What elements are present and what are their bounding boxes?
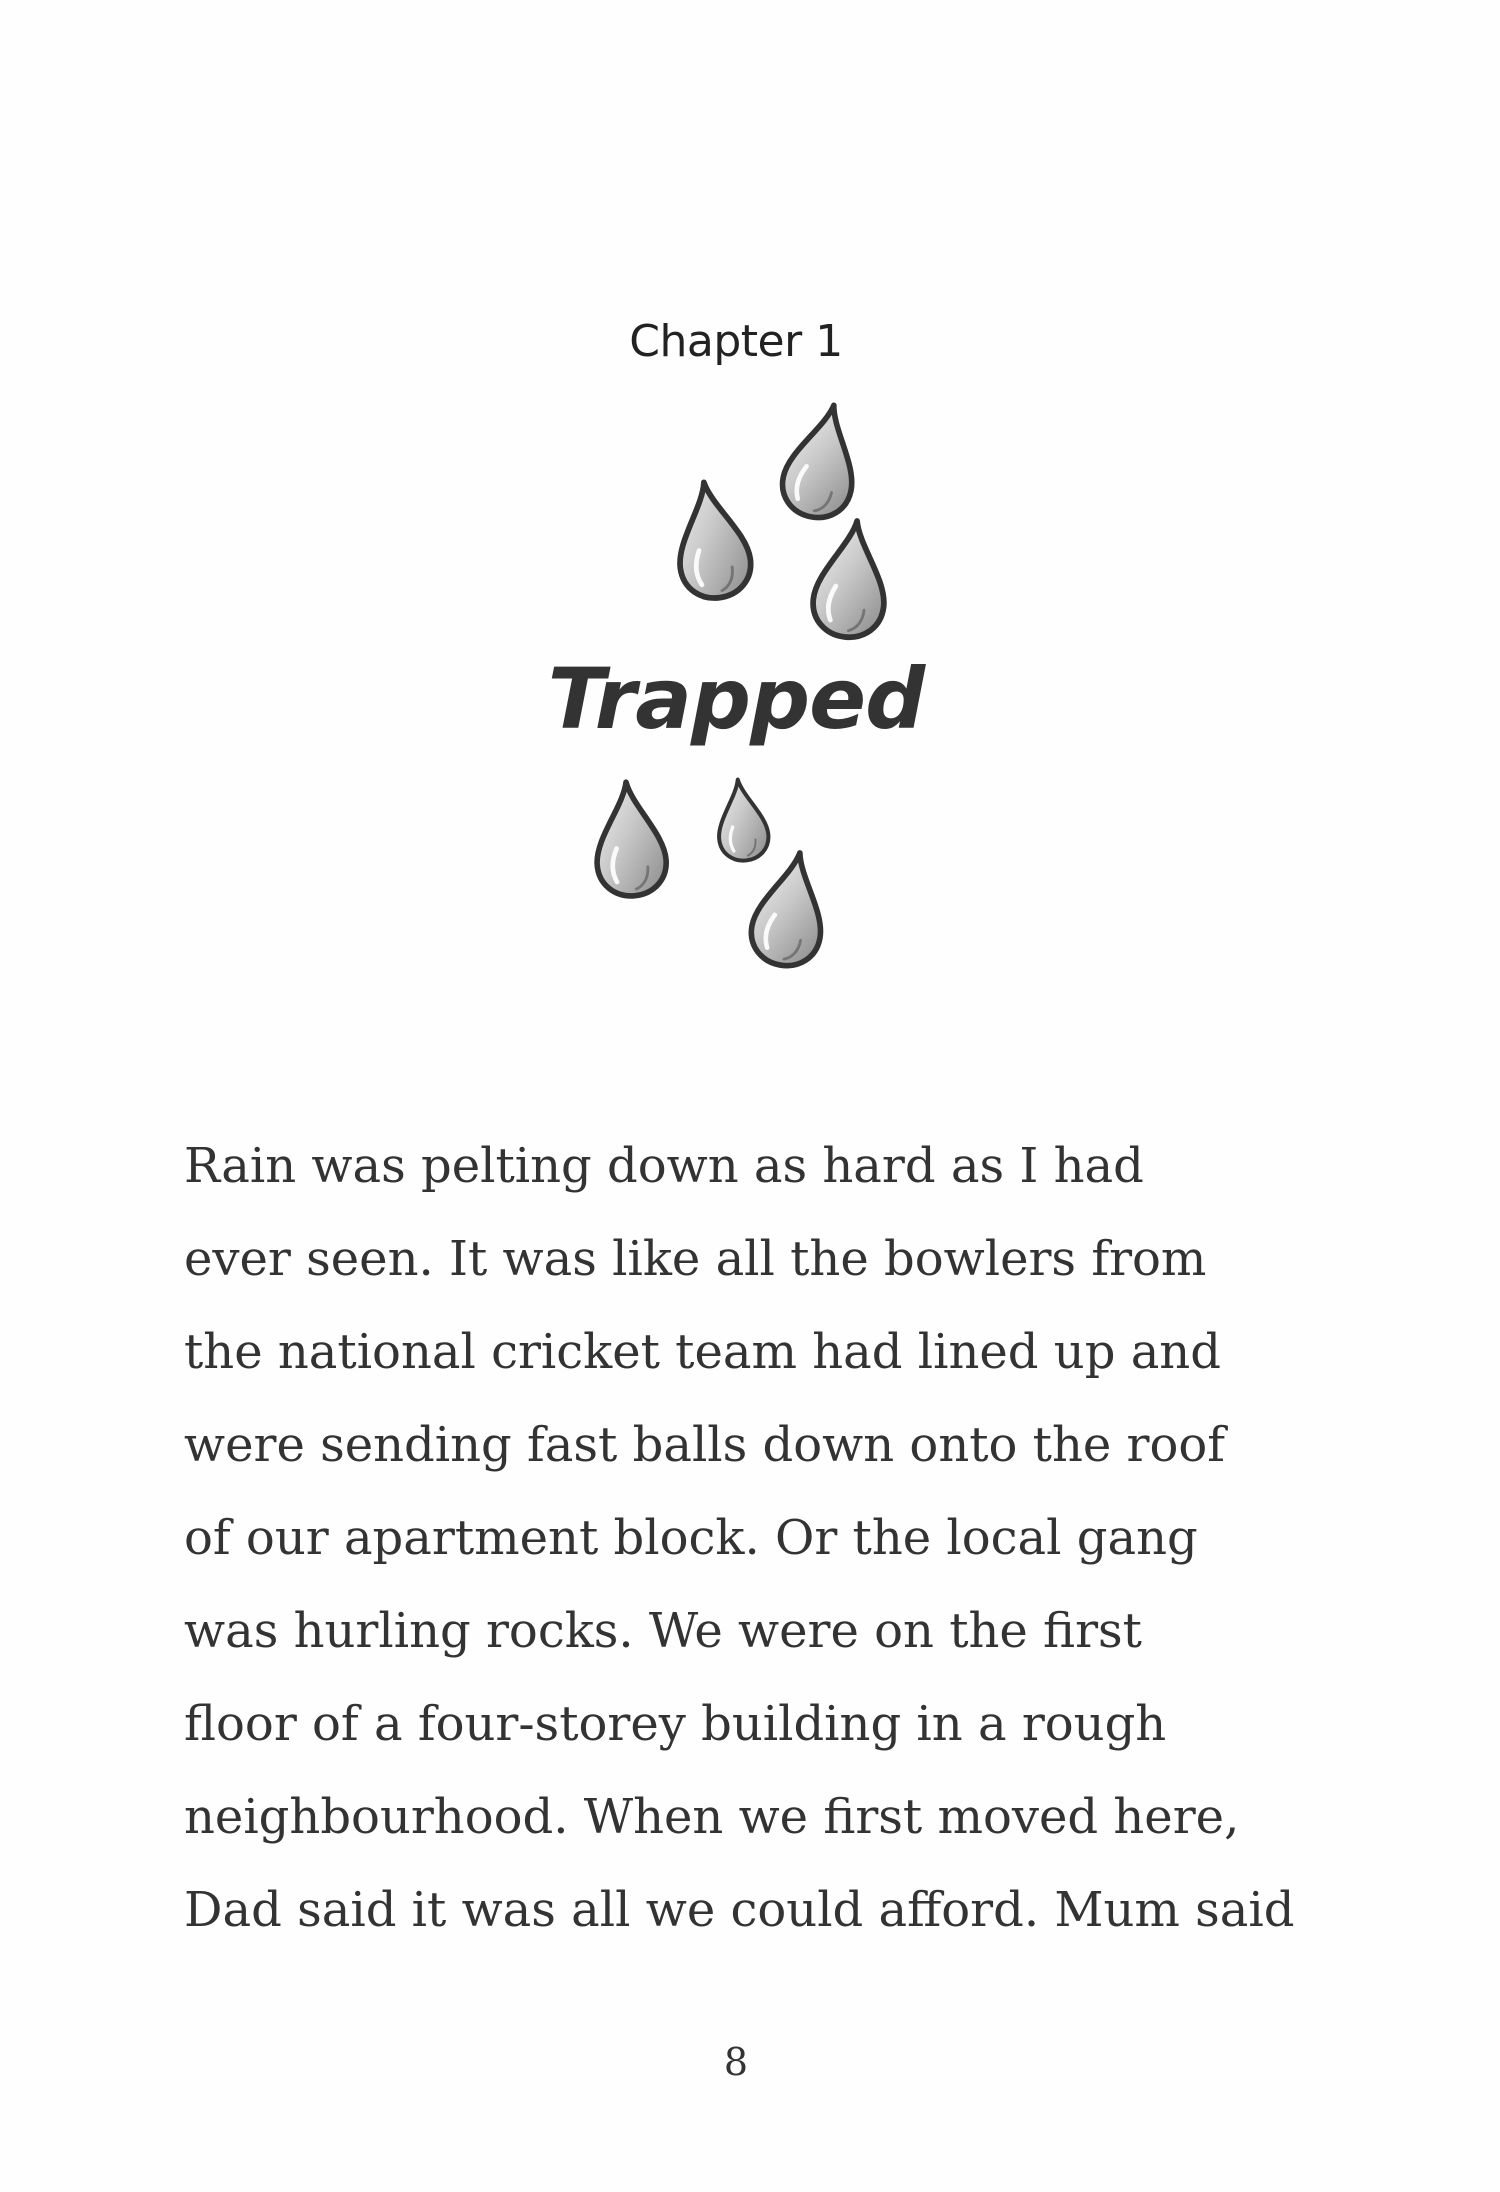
chapter-title: Trapped <box>547 650 925 748</box>
body-line: was hurling rocks. We were on the first <box>184 1603 1142 1659</box>
page-number: 8 <box>723 2040 749 2084</box>
raindrop-icon <box>802 511 901 647</box>
body-line: neighbourhood. When we first moved here, <box>184 1789 1240 1845</box>
raindrop-icon <box>768 393 876 530</box>
body-line: Dad said it was all we could afford. Mum said <box>184 1882 1295 1938</box>
body-line: ever seen. It was like all the bowlers from <box>184 1231 1207 1287</box>
body-line: the national cricket team had lined up and <box>184 1324 1221 1380</box>
body-line: of our apartment block. Or the local gang <box>184 1510 1198 1566</box>
raindrop-icon <box>584 773 677 905</box>
body-line: Rain was pelting down as hard as I had <box>184 1138 1144 1194</box>
chapter-label: Chapter 1 <box>629 316 843 367</box>
body-line: floor of a four-storey building in a rough <box>184 1696 1167 1752</box>
raindrop-icon <box>660 472 764 607</box>
body-line: were sending fast balls down onto the roof <box>184 1417 1226 1473</box>
body-text <box>184 1120 1364 1957</box>
